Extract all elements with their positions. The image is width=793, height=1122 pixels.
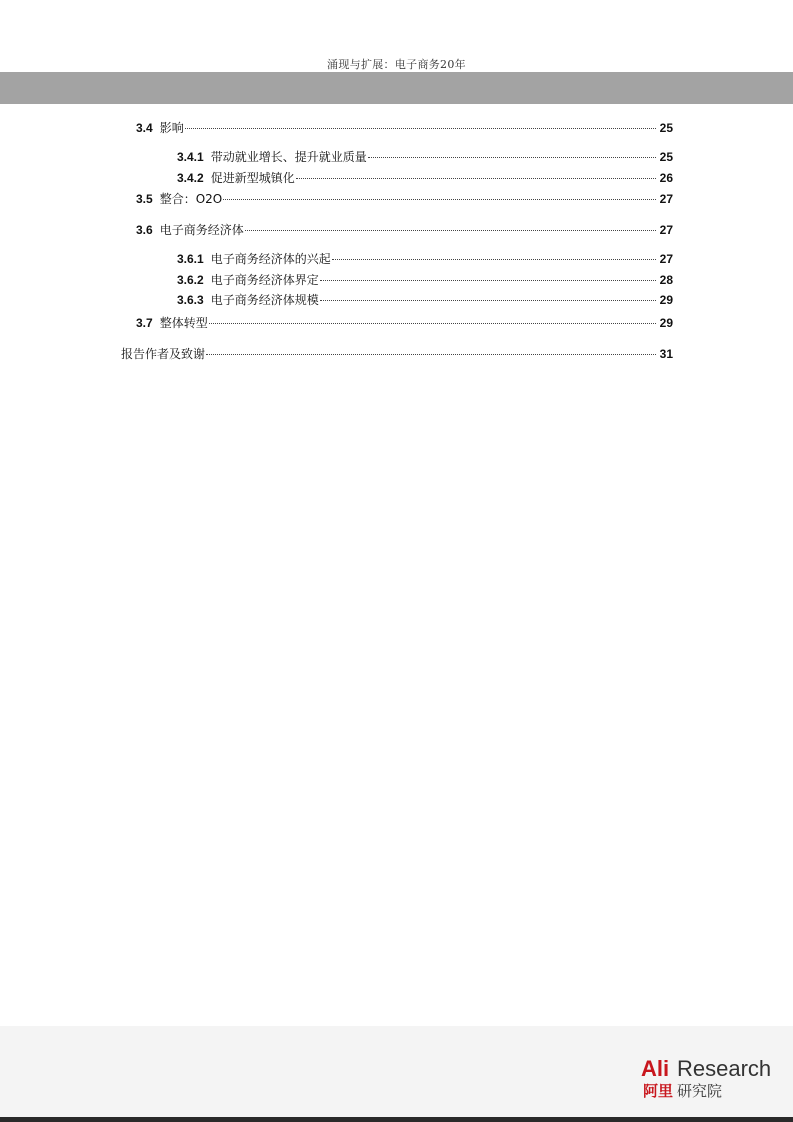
toc-dot-leader — [332, 259, 656, 260]
running-header: 涌现与扩展：电子商务20年 — [327, 58, 466, 71]
toc-entry-page: 29 — [659, 293, 673, 307]
toc-entry-number: 3.7 — [136, 316, 153, 330]
toc-entry-3-4-2[interactable] — [177, 170, 673, 186]
toc-dot-leader — [320, 300, 656, 301]
toc-entry-page: 27 — [659, 192, 673, 206]
footer-rule — [0, 1117, 793, 1122]
toc-entry-title: 促进新型城镇化 — [210, 171, 295, 185]
toc-dot-leader — [223, 199, 656, 200]
toc-entry-number: 3.5 — [136, 192, 153, 206]
toc-entry-title: 影响 — [159, 121, 184, 135]
toc-entry-page: 28 — [659, 273, 673, 287]
toc-entry-title: 报告作者及致谢 — [121, 347, 206, 361]
toc-entry-3-5[interactable] — [136, 191, 673, 207]
logo-ali-text: Ali — [641, 1056, 670, 1081]
toc-entry-title: 电子商务经济体界定 — [210, 273, 319, 287]
logo-chinese-dark-text: 研究院 — [677, 1082, 723, 1100]
toc-entry-number: 3.6.2 — [177, 273, 204, 287]
toc-entry-title: 电子商务经济体 — [159, 223, 244, 237]
toc-entry-3-4-1[interactable] — [177, 149, 673, 165]
toc-entry-page: 31 — [659, 347, 673, 361]
toc-entry-number: 3.4.1 — [177, 150, 204, 164]
toc-entry-number: 3.6 — [136, 223, 153, 237]
logo-chinese-red-text: 阿里 — [643, 1082, 674, 1100]
toc-entry-page: 27 — [659, 252, 673, 266]
toc-dot-leader — [206, 354, 656, 355]
logo-research-text: Research — [677, 1056, 772, 1081]
toc-entry-page: 25 — [659, 121, 673, 135]
toc-entry-number: 3.4.2 — [177, 171, 204, 185]
toc-entry-number: 3.6.1 — [177, 252, 204, 266]
toc-entry-3-6-3[interactable] — [177, 292, 673, 308]
toc-entry-number: 3.6.3 — [177, 293, 204, 307]
toc-entry-page: 25 — [659, 150, 673, 164]
table-of-contents — [0, 0, 793, 400]
toc-entry-3-6-1[interactable] — [177, 251, 673, 267]
toc-entry-page: 26 — [659, 171, 673, 185]
aliresearch-logo — [641, 1054, 781, 1102]
toc-entry-title: 整合：O2O — [159, 192, 223, 206]
toc-entry-page: 27 — [659, 223, 673, 237]
toc-dot-leader — [245, 230, 656, 231]
toc-entry-3-7[interactable] — [136, 315, 673, 331]
aliresearch-logo-graphic — [641, 1054, 781, 1102]
toc-entry-number: 3.4 — [136, 121, 153, 135]
toc-dot-leader — [209, 323, 656, 324]
toc-dot-leader — [296, 178, 656, 179]
toc-dot-leader — [185, 128, 656, 129]
toc-entry-3-4[interactable] — [136, 120, 673, 136]
toc-entry-3-6[interactable] — [136, 222, 673, 238]
toc-entry-title: 整体转型 — [159, 316, 208, 330]
toc-entry-title: 电子商务经济体规模 — [210, 293, 319, 307]
toc-entry-page: 29 — [659, 316, 673, 330]
toc-entry-authors[interactable] — [121, 346, 673, 362]
toc-dot-leader — [320, 280, 656, 281]
toc-entry-title: 电子商务经济体的兴起 — [210, 252, 331, 266]
toc-entry-title: 带动就业增长、提升就业质量 — [210, 150, 367, 164]
toc-entry-3-6-2[interactable] — [177, 272, 673, 288]
toc-dot-leader — [368, 157, 656, 158]
